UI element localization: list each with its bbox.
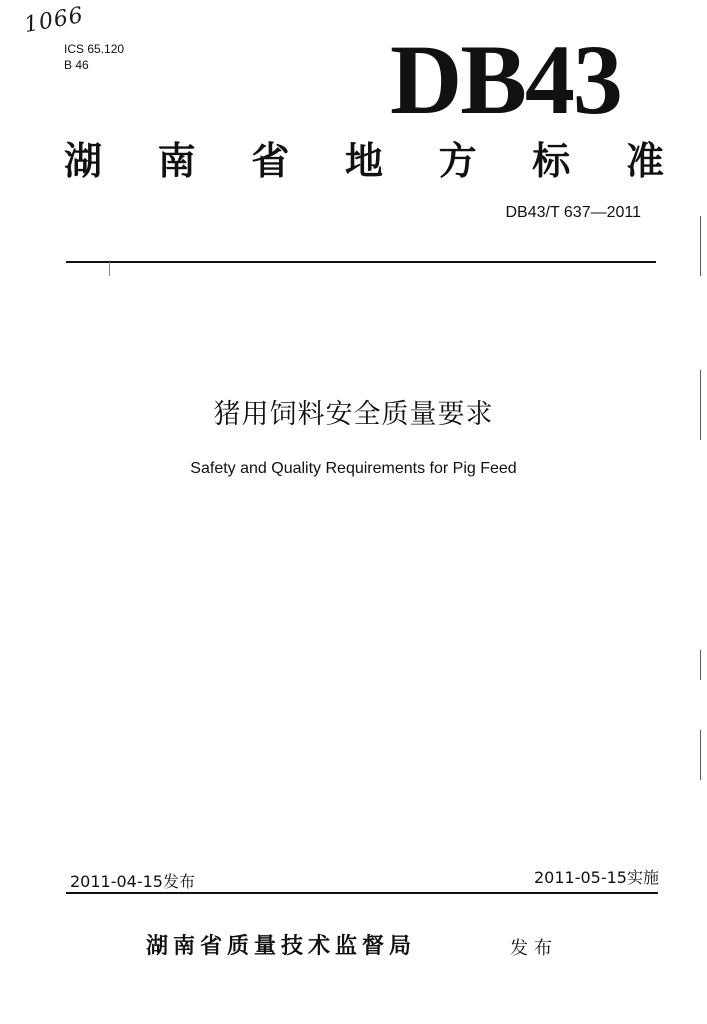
standard-type-char: 湖 [64, 139, 103, 183]
standard-type-char: 地 [344, 139, 383, 183]
header-divider [66, 261, 656, 263]
scan-edge-mark [700, 370, 701, 440]
scan-edge-mark [700, 650, 701, 680]
standard-type-char: 南 [157, 139, 196, 183]
scan-edge-mark [700, 216, 701, 276]
title-chinese: 猪用饲料安全质量要求 [213, 399, 494, 430]
db43-logo: DB43 [390, 24, 621, 135]
issue-date: 2011-04-15发布 [70, 872, 195, 891]
standard-number: DB43/T 637—2011 [505, 204, 641, 221]
implementation-date: 2011-05-15实施 [534, 868, 659, 887]
handwritten-note: 1066 [22, 2, 86, 39]
footer-divider [66, 892, 658, 894]
standard-type-heading [64, 137, 664, 185]
publisher-name: 湖南省质量技术监督局 [146, 934, 417, 959]
standard-type-char: 方 [438, 139, 477, 183]
standard-type-char: 准 [625, 139, 664, 183]
scan-edge-mark [700, 730, 701, 780]
standard-type-char: 标 [532, 139, 571, 183]
ccs-code: B 46 [64, 58, 89, 72]
title-english: Safety and Quality Requirements for Pig Feed [190, 460, 517, 477]
standard-type-char: 省 [251, 139, 290, 183]
ics-code: ICS 65.120 [64, 42, 125, 56]
scan-edge-mark [109, 262, 110, 276]
publish-label: 发布 [510, 938, 558, 959]
